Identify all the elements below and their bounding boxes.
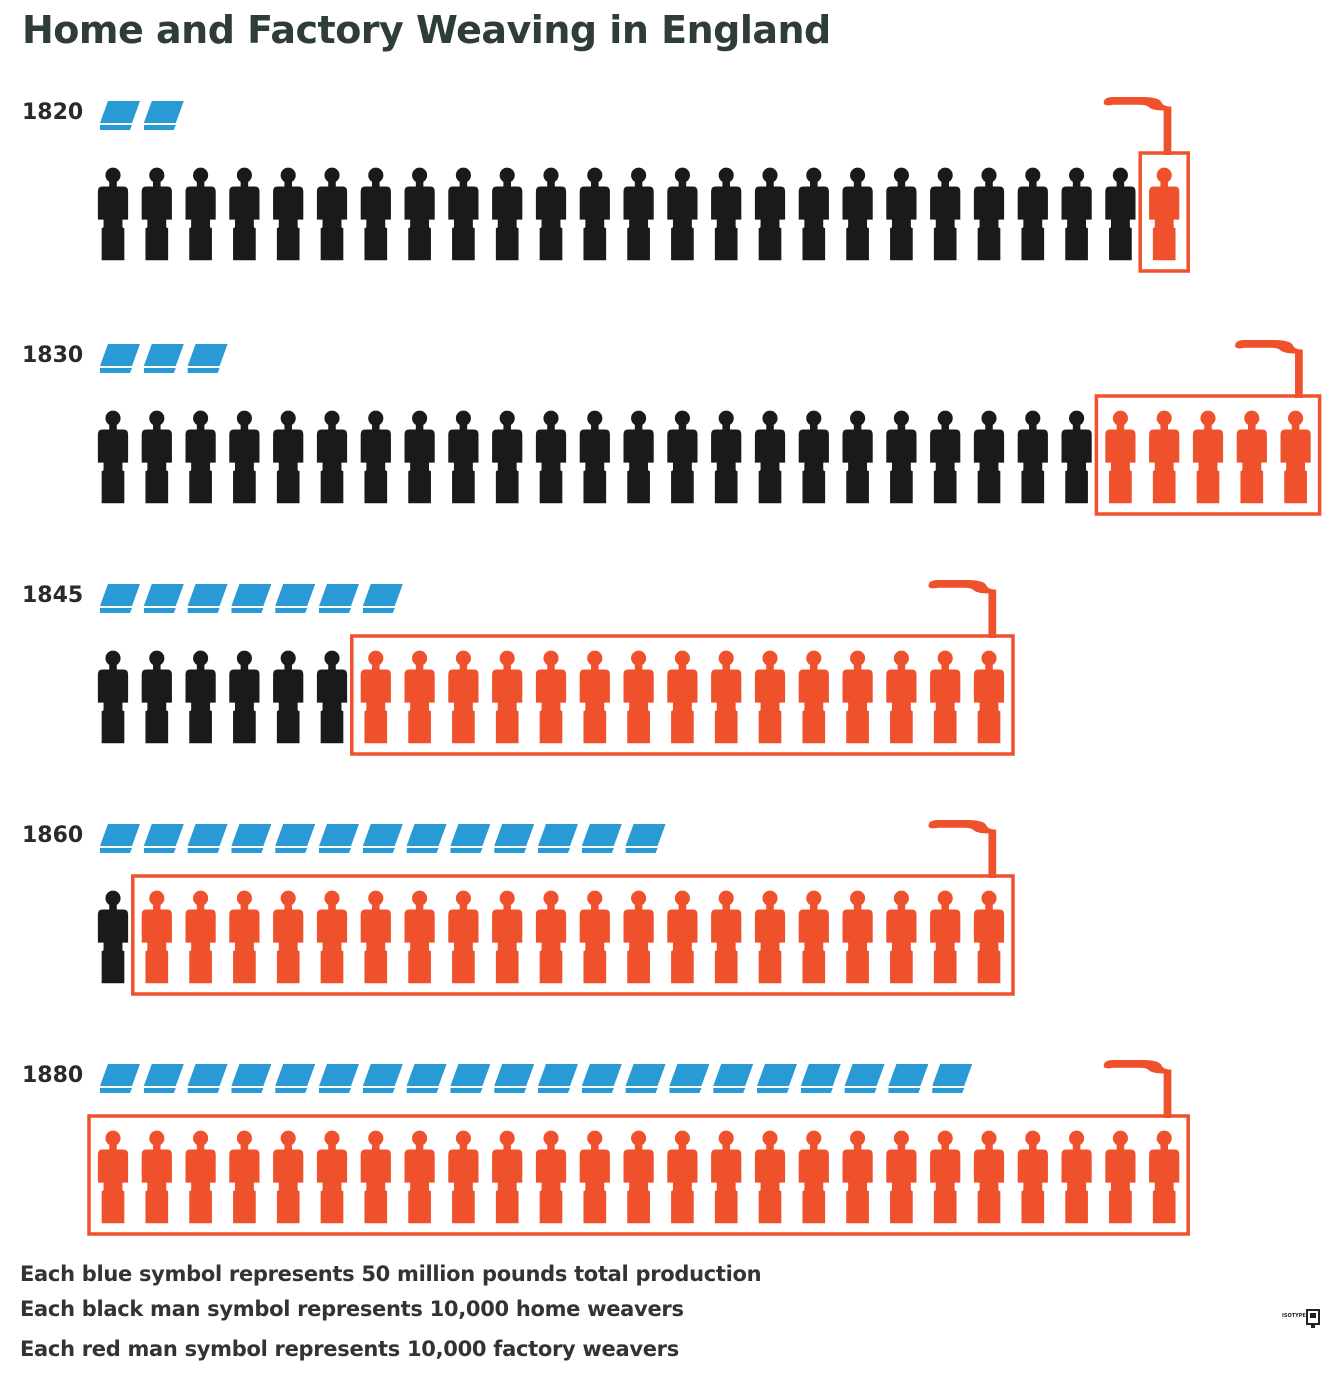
home-weaver-symbol — [842, 168, 872, 261]
home-weaver-symbol — [273, 651, 303, 744]
factory-weaver-symbol — [799, 891, 829, 984]
home-weaver-symbol — [448, 411, 478, 504]
home-weaver-symbol — [142, 168, 172, 261]
cloth-symbol — [144, 101, 184, 130]
rows-layer — [22, 97, 1320, 1234]
factory-weaver-symbol — [623, 891, 653, 984]
cloth-symbol — [188, 344, 228, 373]
home-weaver-symbol — [536, 168, 566, 261]
cloth-symbol — [188, 824, 228, 853]
home-weaver-symbol — [448, 168, 478, 261]
factory-weaver-symbol — [974, 891, 1004, 984]
cloth-symbol — [713, 1064, 753, 1093]
home-weaver-symbol — [317, 411, 347, 504]
isotype-logo-text: ISOTYPE — [1282, 1313, 1306, 1319]
factory-weaver-symbol — [361, 1131, 391, 1224]
factory-frame — [133, 876, 1013, 994]
factory-weaver-symbol — [886, 651, 916, 744]
factory-weaver-symbol — [667, 651, 697, 744]
cloth-symbol — [188, 584, 228, 613]
cloth-symbol — [100, 824, 140, 853]
home-weaver-symbol — [536, 411, 566, 504]
factory-weaver-symbol — [361, 651, 391, 744]
cloth-symbol — [231, 1064, 271, 1093]
cloth-symbol — [582, 1064, 622, 1093]
year-label: 1880 — [22, 1063, 84, 1088]
factory-weaver-symbol — [886, 891, 916, 984]
home-weaver-symbol — [361, 168, 391, 261]
cloth-symbol — [144, 584, 184, 613]
home-weaver-symbol — [229, 651, 259, 744]
home-weaver-symbol — [667, 411, 697, 504]
factory-weaver-symbol — [711, 891, 741, 984]
factory-weaver-symbol — [842, 651, 872, 744]
factory-weaver-symbol — [755, 1131, 785, 1224]
home-weaver-symbol — [185, 651, 215, 744]
factory-weaver-symbol — [448, 891, 478, 984]
home-weaver-symbol — [1018, 168, 1048, 261]
factory-weaver-symbol — [536, 1131, 566, 1224]
home-weaver-symbol — [404, 411, 434, 504]
home-weaver-symbol — [886, 168, 916, 261]
factory-weaver-symbol — [623, 1131, 653, 1224]
cloth-symbol — [494, 1064, 534, 1093]
factory-weaver-symbol — [404, 891, 434, 984]
home-weaver-symbol — [667, 168, 697, 261]
factory-weaver-symbol — [1105, 411, 1135, 504]
factory-weaver-symbol — [536, 891, 566, 984]
factory-chimney — [1104, 97, 1172, 155]
factory-weaver-symbol — [974, 651, 1004, 744]
home-weaver-symbol — [317, 651, 347, 744]
cloth-symbol — [450, 1064, 490, 1093]
home-weaver-symbol — [273, 411, 303, 504]
home-weaver-symbol — [623, 411, 653, 504]
factory-weaver-symbol — [1018, 1131, 1048, 1224]
year-row-1880 — [22, 1060, 1188, 1234]
home-weaver-symbol — [799, 168, 829, 261]
home-weaver-symbol — [98, 651, 128, 744]
cloth-symbol — [144, 824, 184, 853]
factory-weaver-symbol — [361, 891, 391, 984]
legend-red-text: Each red man symbol represents 10,000 factory weavers — [20, 1337, 679, 1361]
factory-weaver-symbol — [667, 1131, 697, 1224]
factory-weaver-symbol — [580, 1131, 610, 1224]
home-weaver-symbol — [1018, 411, 1048, 504]
legend-blue-text: Each blue symbol represents 50 million pounds total production — [20, 1262, 762, 1286]
cloth-symbol — [100, 344, 140, 373]
home-weaver-symbol — [229, 168, 259, 261]
factory-weaver-symbol — [492, 651, 522, 744]
factory-weaver-symbol — [185, 1131, 215, 1224]
home-weaver-symbol — [886, 411, 916, 504]
cloth-symbol — [275, 824, 315, 853]
home-weaver-symbol — [98, 411, 128, 504]
factory-weaver-symbol — [1105, 1131, 1135, 1224]
cloth-symbol — [538, 824, 578, 853]
year-label: 1820 — [22, 100, 84, 125]
factory-weaver-symbol — [142, 891, 172, 984]
factory-weaver-symbol — [317, 891, 347, 984]
year-label: 1860 — [22, 823, 84, 848]
home-weaver-symbol — [755, 411, 785, 504]
cloth-symbol — [801, 1064, 841, 1093]
year-row-1820 — [22, 97, 1188, 271]
cloth-symbol — [888, 1064, 928, 1093]
home-weaver-symbol — [711, 168, 741, 261]
cloth-symbol — [450, 824, 490, 853]
factory-weaver-symbol — [755, 651, 785, 744]
factory-weaver-symbol — [930, 1131, 960, 1224]
factory-weaver-symbol — [448, 1131, 478, 1224]
home-weaver-symbol — [492, 168, 522, 261]
cloth-symbol — [100, 584, 140, 613]
cloth-symbol — [275, 1064, 315, 1093]
cloth-symbol — [188, 1064, 228, 1093]
factory-weaver-symbol — [1149, 411, 1179, 504]
factory-weaver-symbol — [229, 1131, 259, 1224]
cloth-symbol — [319, 584, 359, 613]
factory-weaver-symbol — [799, 651, 829, 744]
cloth-symbol — [494, 824, 534, 853]
home-weaver-symbol — [930, 168, 960, 261]
home-weaver-symbol — [142, 651, 172, 744]
factory-chimney — [929, 820, 997, 878]
factory-weaver-symbol — [623, 651, 653, 744]
home-weaver-symbol — [185, 411, 215, 504]
cloth-symbol — [363, 1064, 403, 1093]
home-weaver-symbol — [361, 411, 391, 504]
factory-weaver-symbol — [842, 1131, 872, 1224]
factory-weaver-symbol — [930, 891, 960, 984]
home-weaver-symbol — [623, 168, 653, 261]
factory-chimney — [929, 580, 997, 638]
home-weaver-symbol — [1061, 411, 1091, 504]
factory-weaver-symbol — [886, 1131, 916, 1224]
factory-weaver-symbol — [317, 1131, 347, 1224]
home-weaver-symbol — [317, 168, 347, 261]
factory-weaver-symbol — [842, 891, 872, 984]
home-weaver-symbol — [930, 411, 960, 504]
year-label: 1830 — [22, 343, 84, 368]
factory-weaver-symbol — [404, 651, 434, 744]
home-weaver-symbol — [711, 411, 741, 504]
cloth-symbol — [100, 101, 140, 130]
home-weaver-symbol — [799, 411, 829, 504]
cloth-symbol — [626, 824, 666, 853]
cloth-symbol — [407, 824, 447, 853]
home-weaver-symbol — [1061, 168, 1091, 261]
factory-weaver-symbol — [711, 651, 741, 744]
year-row-1830 — [22, 340, 1320, 514]
home-weaver-symbol — [185, 168, 215, 261]
home-weaver-symbol — [273, 168, 303, 261]
home-weaver-symbol — [492, 411, 522, 504]
isotype-logo — [1282, 1308, 1322, 1332]
cloth-symbol — [845, 1064, 885, 1093]
factory-weaver-symbol — [273, 891, 303, 984]
factory-weaver-symbol — [667, 891, 697, 984]
chart-title: Home and Factory Weaving in England — [22, 8, 831, 52]
factory-weaver-symbol — [492, 891, 522, 984]
factory-weaver-symbol — [142, 1131, 172, 1224]
factory-weaver-symbol — [98, 1131, 128, 1224]
factory-weaver-symbol — [580, 891, 610, 984]
factory-weaver-symbol — [185, 891, 215, 984]
factory-weaver-symbol — [930, 651, 960, 744]
home-weaver-symbol — [974, 168, 1004, 261]
factory-weaver-symbol — [1061, 1131, 1091, 1224]
cloth-symbol — [363, 584, 403, 613]
cloth-symbol — [275, 584, 315, 613]
factory-chimney — [1235, 340, 1303, 398]
year-row-1845 — [22, 580, 1013, 754]
cloth-symbol — [231, 824, 271, 853]
legend-black-text: Each black man symbol represents 10,000 home weavers — [20, 1297, 684, 1321]
home-weaver-symbol — [842, 411, 872, 504]
cloth-symbol — [407, 1064, 447, 1093]
home-weaver-symbol — [229, 411, 259, 504]
factory-weaver-symbol — [711, 1131, 741, 1224]
home-weaver-symbol — [974, 411, 1004, 504]
cloth-symbol — [932, 1064, 972, 1093]
home-weaver-symbol — [98, 891, 128, 984]
cloth-symbol — [319, 1064, 359, 1093]
cloth-symbol — [231, 584, 271, 613]
factory-chimney — [1104, 1060, 1172, 1118]
home-weaver-symbol — [755, 168, 785, 261]
factory-weaver-symbol — [755, 891, 785, 984]
factory-weaver-symbol — [1149, 168, 1179, 261]
home-weaver-symbol — [580, 168, 610, 261]
home-weaver-symbol — [1105, 168, 1135, 261]
factory-weaver-symbol — [799, 1131, 829, 1224]
year-label: 1845 — [22, 583, 84, 608]
factory-weaver-symbol — [536, 651, 566, 744]
cloth-symbol — [319, 824, 359, 853]
factory-weaver-symbol — [1280, 411, 1310, 504]
factory-weaver-symbol — [580, 651, 610, 744]
factory-weaver-symbol — [492, 1131, 522, 1224]
factory-weaver-symbol — [1193, 411, 1223, 504]
home-weaver-symbol — [404, 168, 434, 261]
cloth-symbol — [538, 1064, 578, 1093]
home-weaver-symbol — [98, 168, 128, 261]
cloth-symbol — [100, 1064, 140, 1093]
home-weaver-symbol — [142, 411, 172, 504]
cloth-symbol — [626, 1064, 666, 1093]
factory-weaver-symbol — [974, 1131, 1004, 1224]
factory-weaver-symbol — [229, 891, 259, 984]
cloth-symbol — [363, 824, 403, 853]
home-weaver-symbol — [580, 411, 610, 504]
cloth-symbol — [582, 824, 622, 853]
cloth-symbol — [144, 344, 184, 373]
factory-weaver-symbol — [404, 1131, 434, 1224]
factory-weaver-symbol — [448, 651, 478, 744]
cloth-symbol — [669, 1064, 709, 1093]
year-row-1860 — [22, 820, 1013, 994]
cloth-symbol — [757, 1064, 797, 1093]
cloth-symbol — [144, 1064, 184, 1093]
factory-weaver-symbol — [273, 1131, 303, 1224]
factory-weaver-symbol — [1149, 1131, 1179, 1224]
factory-weaver-symbol — [1237, 411, 1267, 504]
